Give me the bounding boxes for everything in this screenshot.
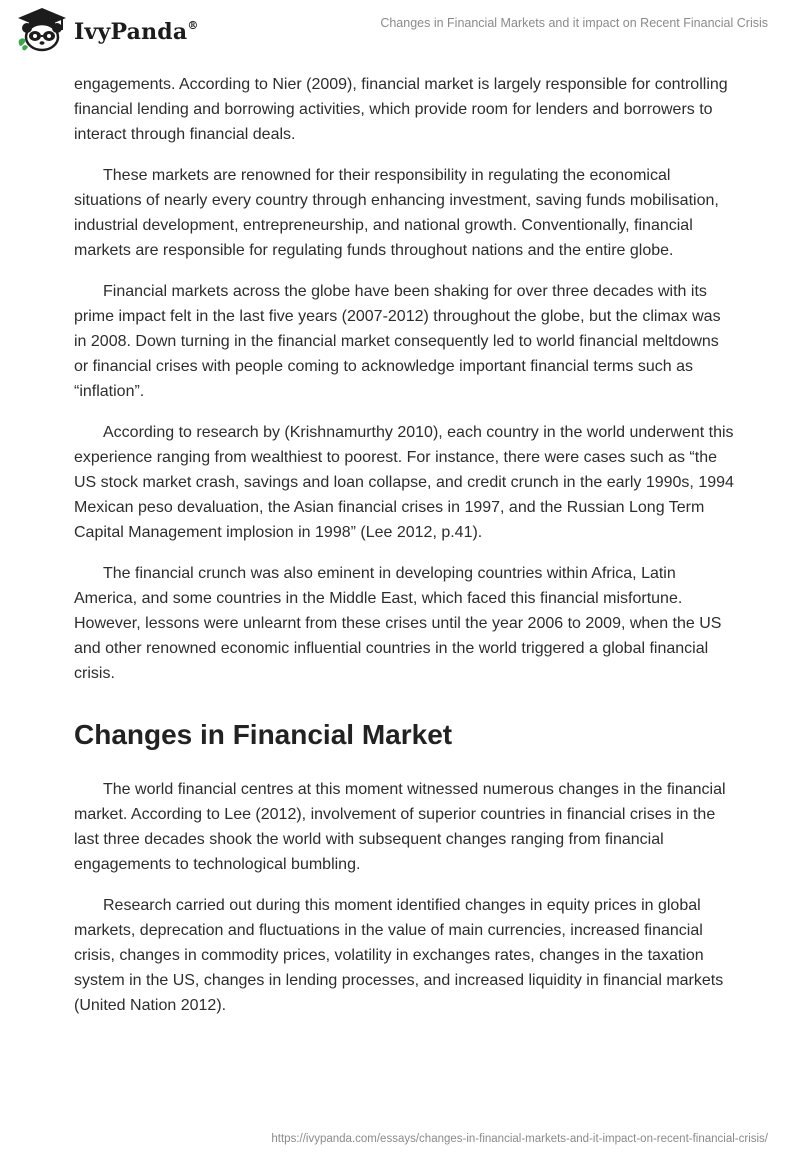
paragraph: The financial crunch was also eminent in developing countries within Africa, Latin America, and some countries in the Middle East, which faced this financial misfortune. However, lessons were unlearnt from these crises until the year 2006 to 2009, when the US and other renowned economic influential countries in the world triggered a global financial crisis. — [74, 565, 722, 682]
paragraph: engagements. According to Nier (2009), financial market is largely responsible for controlling financial lending and borrowing activities, which provide room for lenders and borrowers to interact through financial deals. — [74, 76, 728, 143]
brand-name: IvyPanda® — [74, 19, 199, 45]
section-heading: Changes in Financial Market — [74, 719, 453, 750]
paragraph: Research carried out during this moment identified changes in equity prices in global markets, deprecation and fluctuations in the value of main currencies, increased financial crisis, changes in commodity prices, volatility in exchanges rates, changes in the taxation system in the US, changes in lending processes, and increased liquidity in financial markets (United Nation 2012). — [74, 897, 724, 1014]
essay-body — [74, 72, 734, 1034]
paragraph: Financial markets across the globe have been shaking for over three decades with its prime impact felt in the last five years (2007-2012) throughout the globe, but the climax was in 2008. Down turning in the financial market consequently led to world financial meltdowns or financial crises with people coming to acknowledge important financial terms such as “inflation”. — [74, 283, 721, 400]
paragraph: The world financial centres at this moment witnessed numerous changes in the financial market. According to Lee (2012), involvement of superior countries in financial crises in the last three decades shook the world with subsequent changes ranging from financial engagements to technological bumbling. — [74, 781, 726, 873]
document-title: Changes in Financial Markets and it impact on Recent Financial Crisis — [380, 16, 768, 30]
paragraph: According to research by (Krishnamurthy 2010), each country in the world underwent this experience ranging from wealthiest to poorest. For instance, there were cases such as “the US stock market crash, savings and loan collapse, and credit crunch in the early 1990s, 1994 Mexican peso devaluation, the Asian financial crises in 1997, and the Russian Long Term Capital Management implosion in 1998” (Lee 2012, p.41). — [74, 424, 734, 541]
panda-graduate-icon — [14, 6, 70, 54]
source-url[interactable]: https://ivypanda.com/essays/changes-in-financial-markets-and-it-impact-on-recent-financial-crisis/ — [271, 1133, 768, 1145]
ivypanda-logo[interactable] — [14, 6, 199, 54]
paragraph: These markets are renowned for their responsibility in regulating the economical situations of nearly every country through enhancing investment, saving funds mobilisation, industrial development, entrepreneurship, and national growth. Conventionally, financial markets are responsible for regulating funds throughout nations and the entire globe. — [74, 167, 719, 259]
page-header — [0, 0, 800, 70]
